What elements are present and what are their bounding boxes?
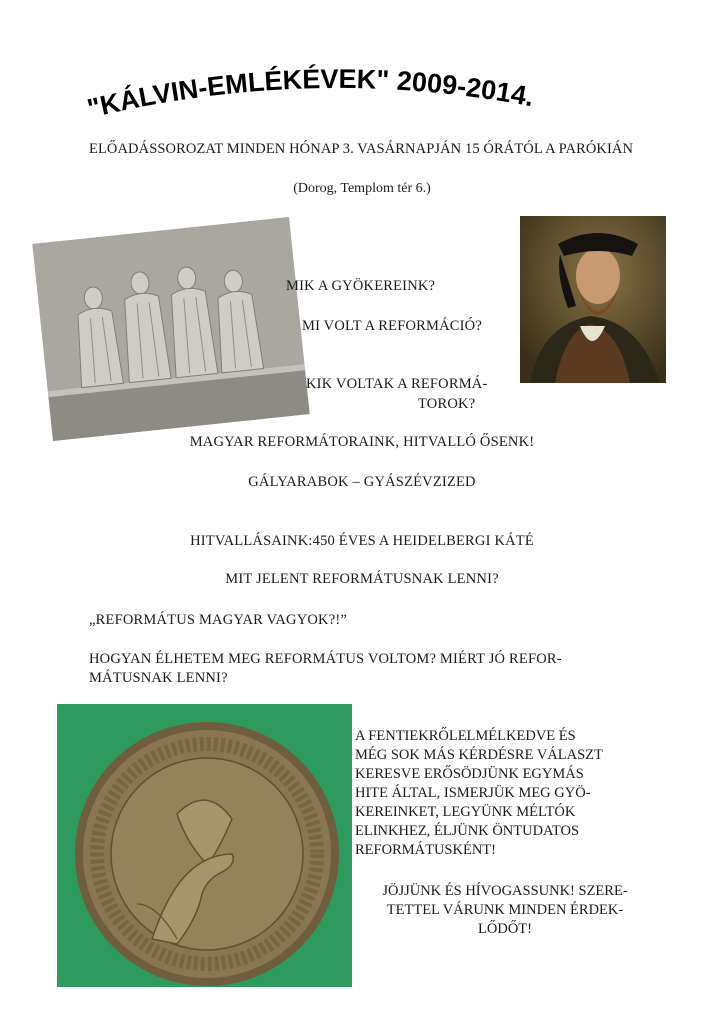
medal-image: [57, 704, 352, 987]
question-reformers-line2: TOROK?: [418, 396, 476, 412]
closing-line: A FENTIEKRŐLELMÉLKEDVE ÉS: [355, 728, 576, 744]
closing-line: KERESVE ERŐSÖDJÜNK EGYMÁS: [355, 766, 584, 782]
closing-line: REFORMÁTUSKÉNT!: [355, 842, 496, 858]
question-reformation: MI VOLT A REFORMÁCIÓ?: [302, 318, 482, 334]
question-hungarian-reformers: MAGYAR REFORMÁTORAINK, HITVALLÓ ŐSENK!: [189, 434, 535, 450]
svg-text:"KÁLVIN-EMLÉKÉVEK" 2009-2014.: [84, 63, 536, 124]
calvin-portrait-image: [520, 216, 666, 383]
question-galley-slaves: GÁLYARABOK – GYÁSZÉVZIZED: [248, 474, 476, 490]
closing-paragraph-2: [355, 882, 655, 939]
question-hungarian: „REFORMÁTUS MAGYAR VAGYOK?!”: [89, 612, 348, 628]
closing-line: TETTEL VÁRUNK MINDEN ÉRDEK-: [386, 902, 624, 918]
reformation-wall-image: [32, 217, 309, 441]
closing-paragraph-1: [355, 727, 655, 860]
page-title: [80, 58, 660, 148]
closing-line: HITE ÁLTAL, ISMERJÜK MEG GYÖ-: [355, 785, 591, 801]
question-heidelberg: HITVALLÁSAINK:450 ÉVES A HEIDELBERGI KÁTÉ: [190, 533, 534, 549]
closing-line: JÖJJÜNK ÉS HÍVOGASSUNK! SZERE-: [382, 883, 628, 899]
address: (Dorog, Templom tér 6.): [293, 181, 431, 196]
closing-line: MÉG SOK MÁS KÉRDÉSRE VÁLASZT: [355, 747, 603, 763]
closing-line: KEREINKET, LEGYÜNK MÉLTÓK: [355, 804, 576, 820]
question-roots: MIK A GYÖKEREINK?: [286, 278, 436, 294]
page-title-text: "KÁLVIN-EMLÉKÉVEK" 2009-2014.: [84, 63, 537, 124]
closing-line: LŐDŐT!: [478, 921, 532, 937]
question-reformers-line1: KIK VOLTAK A REFORMÁ-: [306, 376, 488, 392]
question-meaning: MIT JELENT REFORMÁTUSNAK LENNI?: [225, 571, 499, 587]
question-live-line1: HOGYAN ÉLHETEM MEG REFORMÁTUS VOLTOM? MIÉRT JÓ REFOR-: [89, 651, 562, 667]
question-live-line2: MÁTUSNAK LENNI?: [89, 670, 228, 686]
closing-line: ELINKHEZ, ÉLJÜNK ÖNTUDATOS: [355, 823, 580, 839]
lecture-series-subtitle: ELŐADÁSSOROZAT MINDEN HÓNAP 3. VASÁRNAPJÁN 15 ÓRÁTÓL A PARÓKIÁN: [89, 141, 634, 157]
